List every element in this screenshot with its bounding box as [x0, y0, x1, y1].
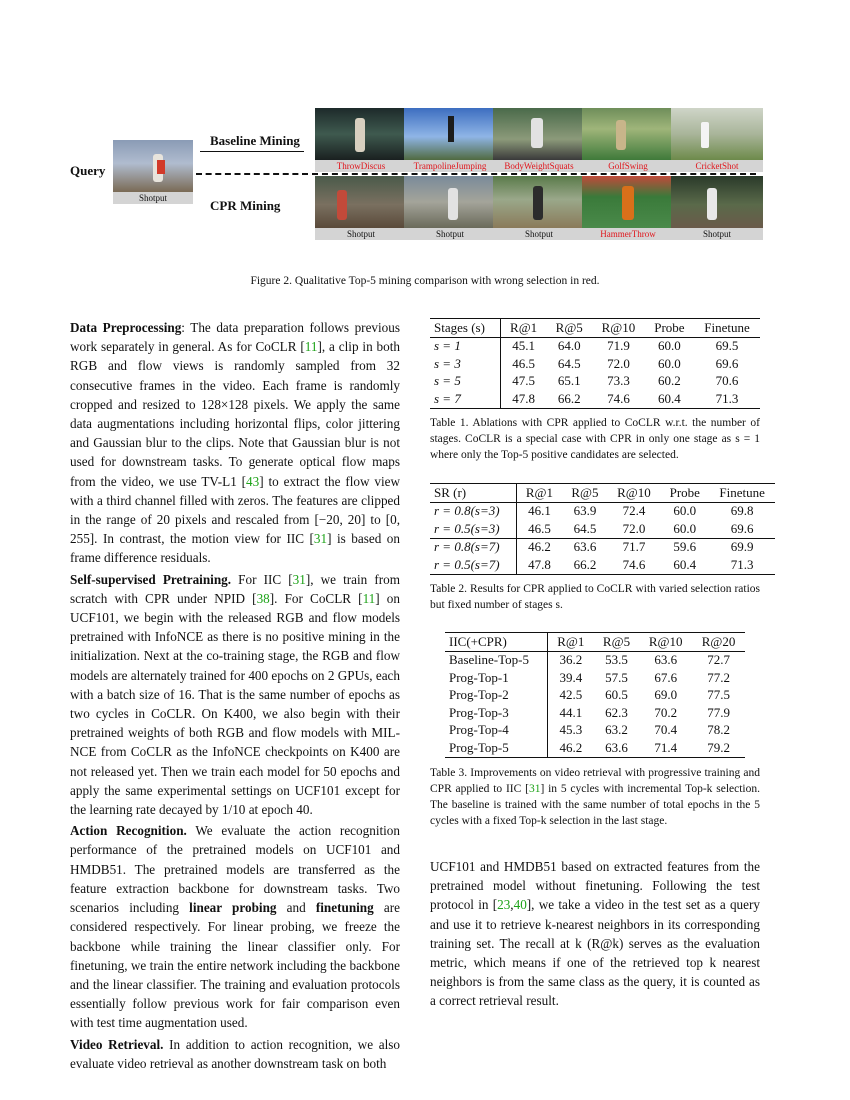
- ar-text-and: and: [276, 900, 316, 916]
- cpr-scene-5: [671, 176, 763, 228]
- table-cell: 60.4: [660, 556, 709, 574]
- query-thumbnail: [113, 140, 193, 204]
- table-cell: 73.3: [607, 373, 630, 389]
- table-cell: 70.4: [654, 722, 678, 738]
- table-cell: 72.0: [607, 355, 630, 371]
- left-column: [70, 318, 400, 1073]
- table-cell: Prog-Top-3: [445, 704, 548, 722]
- table-cell: 78.2: [707, 722, 730, 738]
- table-cell: s = 3: [430, 355, 500, 373]
- baseline-caption-2: TrampolineJumping: [404, 160, 496, 172]
- cpr-caption-1: Shotput: [315, 228, 407, 240]
- table-cell: r = 0.8(s=3): [430, 502, 516, 520]
- query-scene: [113, 140, 193, 192]
- table-cell: 47.5: [512, 373, 535, 389]
- table-3-caption-text-b: ] in 5 cycles with incremental Top-k selection. The baseline is trained with the same number of total epochs in the 5 cycles with a fixed Top-k selection in the last stage.: [430, 783, 760, 827]
- table-header-cell: R@5: [594, 633, 640, 652]
- table-header-row: [430, 319, 760, 338]
- cpr-caption-5: Shotput: [671, 228, 763, 240]
- cpr-scene-2: [404, 176, 496, 228]
- table-row: [445, 739, 745, 757]
- table-header-cell: Probe: [660, 484, 709, 503]
- table-cell: 63.2: [605, 722, 628, 738]
- table-cell: 46.5: [512, 355, 535, 371]
- table-cell: 63.9: [573, 503, 597, 519]
- table-cell: 46.2: [548, 739, 594, 757]
- table-1: [430, 318, 760, 409]
- data-prep-text-c: ] to extract the flow view with a third channel filled with zeros. The features are clipped in the range of 20 pixels and rescaled from [−20, 20] to [0, 255]. In contrast, the motion view for IIC [: [70, 473, 400, 547]
- table-cell: 69.5: [715, 338, 739, 354]
- term-finetuning: finetuning: [315, 900, 374, 916]
- ssl-text-a: For IIC [: [231, 571, 293, 587]
- vr-cont-text-a: UCF101 and HMDB51 based on extracted features from the pretrained model without finetuning. Following the test protocol in [: [430, 859, 760, 913]
- table-cell: 47.8: [516, 556, 562, 574]
- table-cell: 74.6: [592, 390, 645, 408]
- table-header-cell: Stages (s): [430, 319, 500, 338]
- table-cell: 77.2: [707, 669, 730, 685]
- table-cell: 71.9: [607, 338, 630, 354]
- table-cell: 60.5: [605, 687, 628, 703]
- table-cell: 39.4: [559, 669, 583, 685]
- heading-action-recognition: Action Recognition.: [70, 823, 187, 839]
- table-row: [445, 704, 745, 722]
- baseline-thumb-3: [493, 108, 585, 172]
- table-row: [430, 390, 760, 408]
- table-cell: 71.4: [639, 739, 692, 757]
- table-header-cell: R@1: [548, 633, 594, 652]
- table-row: [445, 651, 745, 669]
- table-cell: 69.6: [730, 520, 754, 536]
- table-cell: 60.4: [645, 390, 694, 408]
- citation-link[interactable]: 40: [513, 897, 527, 913]
- table-cell: 44.1: [559, 704, 583, 720]
- heading-video-retrieval: Video Retrieval.: [70, 1036, 164, 1052]
- citation-link[interactable]: 43: [246, 473, 260, 489]
- table-cell: 72.7: [707, 652, 730, 668]
- baseline-thumb-4: [582, 108, 674, 172]
- table-header-cell: R@10: [592, 319, 645, 338]
- data-prep-text-d: ] is based on frame difference residuals.: [70, 531, 400, 566]
- para-data-preprocessing: [70, 318, 400, 568]
- baseline-thumb-1: [315, 108, 407, 172]
- table-cell: 60.0: [673, 520, 697, 536]
- table-row: [430, 502, 775, 520]
- table-cell: 42.5: [559, 687, 583, 703]
- table-1-caption: Table 1. Ablations with CPR applied to CoCLR w.r.t. the number of stages. CoCLR is a special case with CPR in only one stage as s = 1 where only the Top-5 positive candidates are selected.: [430, 417, 760, 461]
- table-3: [445, 632, 745, 758]
- citation-link[interactable]: 31: [292, 571, 306, 587]
- table-header-cell: R@5: [546, 319, 592, 338]
- baseline-scene-2: [404, 108, 496, 160]
- cpr-thumb-1: [315, 176, 407, 240]
- table-cell: 46.1: [528, 503, 551, 519]
- table-cell: 70.6: [715, 373, 739, 389]
- para-action-recognition: [70, 821, 400, 1032]
- table-row: [430, 556, 775, 574]
- table-cell: 69.6: [715, 355, 739, 371]
- table-cell: Baseline-Top-5: [445, 651, 548, 669]
- table-cell: 66.2: [546, 390, 592, 408]
- table-cell: 36.2: [559, 652, 583, 668]
- citation-link[interactable]: 31: [528, 783, 541, 795]
- vr-cont-comma: ,: [510, 897, 514, 913]
- baseline-caption-5: CricketShot: [671, 160, 763, 172]
- table-cell: 45.3: [559, 722, 583, 738]
- table-cell: 64.5: [557, 355, 581, 371]
- table-cell: 46.5: [528, 520, 551, 536]
- term-linear-probing: linear probing: [189, 900, 277, 916]
- figure-caption: Figure 2. Qualitative Top-5 mining comparison with wrong selection in red.: [250, 275, 600, 287]
- table-cell: 74.6: [608, 556, 661, 574]
- baseline-scene-5: [671, 108, 763, 160]
- cpr-scene-3: [493, 176, 585, 228]
- table-cell: s = 1: [430, 337, 500, 355]
- table-cell: s = 5: [430, 373, 500, 391]
- table-cell: 71.7: [608, 538, 661, 556]
- cpr-mining-label: CPR Mining: [210, 198, 281, 213]
- table-header-cell: Finetune: [709, 484, 775, 503]
- table-cell: 62.3: [605, 704, 628, 720]
- table-cell: 45.1: [512, 338, 535, 354]
- citation-link[interactable]: 23: [497, 897, 511, 913]
- table-3-caption: [430, 765, 760, 829]
- baseline-caption-1: ThrowDiscus: [315, 160, 407, 172]
- table-row: [445, 687, 745, 705]
- table-cell: Prog-Top-1: [445, 669, 548, 687]
- heading-self-supervised: Self-supervised Pretraining.: [70, 571, 232, 587]
- ar-text-a: We evaluate the action recognition performance of the pretrained models on UCF101 and HMDB51. The pretrained models are transferred as the feature extraction backbone for downstream tasks. Two scenarios including: [70, 823, 400, 916]
- table-header-cell: IIC(+CPR): [445, 633, 548, 652]
- table-cell: 63.6: [654, 652, 678, 668]
- row-separator-dashed: [312, 173, 756, 175]
- table-row: [445, 669, 745, 687]
- cpr-scene-1: [315, 176, 407, 228]
- table-cell: 57.5: [605, 669, 628, 685]
- cpr-scene-4: [582, 176, 674, 228]
- table-header-row: [430, 484, 775, 503]
- table-cell: 53.5: [605, 652, 628, 668]
- table-cell: 65.1: [557, 373, 581, 389]
- table-row: [445, 722, 745, 740]
- baseline-scene-1: [315, 108, 407, 160]
- cpr-thumb-4: [582, 176, 674, 240]
- ssl-text-d: ] on UCF101, we begin with the released RGB and flow models pretrained with InfoNCE as there is no positive mining in the initialization. Next at the co-training stage, the RGB and flow models are alternately trained for 400 epochs on 2 GPUs, each with a batch size of 16. That is the same number of epochs as two cycles in CoCLR. On K400, we also begin with their pretrained weights of both RGB and flow models with MIL-NCE from CoCLR as the InfoNCE checkpoints on K400 are not released yet. Then we train each model for 50 epochs and apply the same experimental settings on UCF101 except for the learning rate decayed by 1/10 at epoch 40.: [70, 590, 400, 818]
- table-cell: 72.0: [622, 520, 646, 536]
- right-column-text: [430, 857, 760, 1011]
- table-cell: s = 7: [430, 390, 500, 408]
- table-row: [430, 520, 775, 538]
- cpr-thumb-3: [493, 176, 585, 240]
- data-prep-text-b: ], a clip in both RGB and flow views is randomly sampled from 32 consecutive frames in the video. Each frame is randomly cropped and resized to 128×128 pixels. We apply the same data augmentations including horizontal flips, color jittering and Gaussian blur to the clips. Note that Gaussian blur is not used for downstream tasks. To generate optical flow maps from the video, we use TV-L1 [: [70, 339, 400, 489]
- table-cell: 69.8: [730, 503, 754, 519]
- baseline-thumb-5: [671, 108, 763, 172]
- baseline-caption-3: BodyWeightSquats: [493, 160, 585, 172]
- table-2: [430, 483, 775, 575]
- table-cell: r = 0.5(s=3): [430, 520, 516, 538]
- query-separator-dashed: [196, 173, 308, 175]
- table-row: [430, 337, 760, 355]
- query-label: Query: [70, 163, 106, 178]
- para-self-supervised: [70, 570, 400, 820]
- para-video-retrieval-cont: [430, 857, 760, 1011]
- table-cell: r = 0.8(s=7): [430, 538, 516, 556]
- cpr-caption-3: Shotput: [493, 228, 585, 240]
- table-header-cell: Probe: [645, 319, 694, 338]
- para-video-retrieval: [70, 1035, 400, 1073]
- table-3-caption-text-a: Table 3. Improvements on video retrieval with progressive training and CPR applied to IIC [: [430, 767, 760, 795]
- baseline-scene-3: [493, 108, 585, 160]
- ar-text-b: are considered respectively. For linear probing, we freeze the backbone while training the linear classifier only. For finetuning, we train the entire network including the backbone and the linear classifier. The training and evaluation protocols essentially follow previous work for fair comparison even with test time augmentation used.: [70, 900, 400, 1031]
- cpr-thumb-2: [404, 176, 496, 240]
- table-cell: 64.5: [573, 520, 597, 536]
- citation-link[interactable]: 31: [313, 531, 328, 547]
- citation-link[interactable]: 38: [256, 590, 270, 606]
- vr-text-a: In addition to action recognition, we also evaluate video retrieval as another downstream task on both: [70, 1036, 400, 1071]
- table-header-cell: R@1: [516, 484, 562, 503]
- table-cell: 47.8: [500, 390, 546, 408]
- query-caption: Shotput: [113, 192, 193, 204]
- table-cell: 79.2: [692, 739, 745, 757]
- table-cell: r = 0.5(s=7): [430, 556, 516, 574]
- table-row: [430, 373, 760, 391]
- data-prep-text-a: : The data preparation follows previous work separately in general. As for CoCLR [: [70, 320, 400, 355]
- table-cell: 60.2: [658, 373, 681, 389]
- baseline-scene-4: [582, 108, 674, 160]
- table-2-caption: Table 2. Results for CPR applied to CoCLR with varied selection ratios but fixed number of stages s.: [430, 583, 760, 611]
- citation-link[interactable]: 11: [304, 339, 318, 355]
- baseline-thumb-2: [404, 108, 496, 172]
- cpr-thumb-5: [671, 176, 763, 240]
- table-cell: 71.3: [694, 390, 760, 408]
- table-row: [430, 538, 775, 556]
- cpr-caption-2: Shotput: [404, 228, 496, 240]
- table-cell: 71.3: [709, 556, 775, 574]
- table-cell: 67.6: [654, 669, 678, 685]
- table-cell: 72.4: [622, 503, 646, 519]
- cpr-caption-4: HammerThrow: [582, 228, 674, 240]
- table-cell: 77.9: [707, 704, 730, 720]
- heading-data-preprocessing: Data Preprocessing: [70, 320, 182, 335]
- table-cell: 63.6: [594, 739, 640, 757]
- table-header-row: [445, 633, 745, 652]
- table-header-cell: R@5: [562, 484, 607, 503]
- ssl-text-b: ], we train from scratch with CPR under NPID [: [70, 571, 400, 606]
- table-header-cell: R@20: [692, 633, 745, 652]
- table-cell: 69.0: [654, 687, 678, 703]
- baseline-caption-4: GolfSwing: [582, 160, 674, 172]
- table-row: [430, 355, 760, 373]
- table-header-cell: R@1: [500, 319, 546, 338]
- table-header-cell: R@10: [608, 484, 661, 503]
- baseline-underline: [200, 151, 304, 152]
- table-cell: Prog-Top-5: [445, 739, 548, 757]
- table-header-cell: Finetune: [694, 319, 760, 338]
- table-cell: 59.6: [660, 538, 709, 556]
- citation-link[interactable]: 11: [362, 590, 376, 606]
- table-cell: 70.2: [654, 704, 678, 720]
- table-cell: Prog-Top-2: [445, 687, 548, 705]
- table-cell: 60.0: [673, 503, 697, 519]
- table-cell: 66.2: [562, 556, 607, 574]
- table-cell: 60.0: [658, 355, 681, 371]
- table-header-cell: R@10: [639, 633, 692, 652]
- table-cell: 77.5: [707, 687, 730, 703]
- table-cell: 64.0: [557, 338, 581, 354]
- table-cell: 69.9: [709, 538, 775, 556]
- vr-cont-text-b: ], we take a video in the test set as a query and use it to retrieve k-nearest neighbors in its corresponding training set. The recall at k (R@k) serves as the evaluation metric, which means if one of the retrieved top k nearest neighbors is from the same class as the query, it is counted as a correct retrieval result.: [430, 897, 760, 1009]
- table-cell: 60.0: [658, 338, 681, 354]
- table-cell: 46.2: [516, 538, 562, 556]
- table-cell: 63.6: [562, 538, 607, 556]
- table-header-cell: SR (r): [430, 484, 516, 503]
- ssl-text-c: ]. For CoCLR [: [269, 590, 363, 606]
- baseline-mining-label: Baseline Mining: [210, 133, 300, 148]
- table-cell: Prog-Top-4: [445, 722, 548, 740]
